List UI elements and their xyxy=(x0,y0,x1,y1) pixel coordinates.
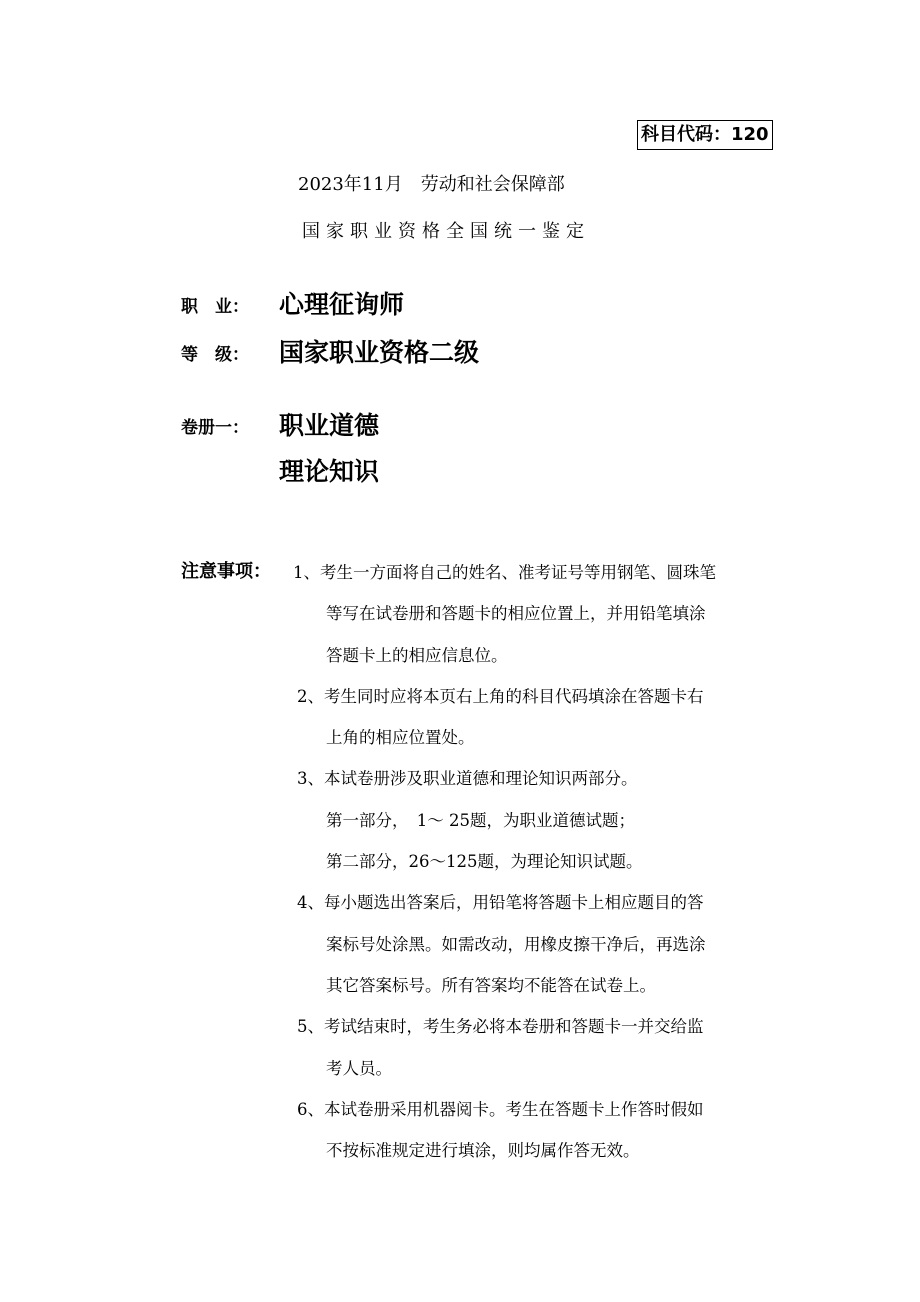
note-line: 案标号处涂黑。如需改动，用橡皮擦干净后，再选涂 xyxy=(326,934,706,954)
note-line: 不按标准规定进行填涂，则均属作答无效。 xyxy=(326,1141,640,1161)
note-item-5 xyxy=(293,1006,716,1089)
notes-label: 注意事项： xyxy=(181,561,271,582)
note-item-4 xyxy=(293,882,716,1006)
note-line: 等写在试卷册和答题卡的相应位置上，并用铅笔填涂 xyxy=(326,604,706,624)
note-item-3 xyxy=(293,758,716,882)
note-line: 4、每小题选出答案后，用铅笔将答题卡上相应题目的答 xyxy=(297,893,704,913)
note-line: 2、考生同时应将本页右上角的科目代码填涂在答题卡右 xyxy=(297,686,704,706)
note-line: 第二部分，26～125题，为理论知识试题。 xyxy=(326,852,643,872)
note-line: 1、考生一方面将自己的姓名、准考证号等用钢笔、圆珠笔 xyxy=(293,563,716,582)
note-line: 上角的相应位置处。 xyxy=(326,728,475,748)
note-line: 3、本试卷册涉及职业道德和理论知识两部分。 xyxy=(297,769,638,789)
volume-label: 卷册一： xyxy=(181,418,249,438)
volume-value-theory: 理论知识 xyxy=(279,457,380,486)
issuer-line: 2023年11月 劳动和社会保障部 xyxy=(298,174,565,195)
note-line: 第一部分， 1～ 25题，为职业道德试题； xyxy=(326,810,635,830)
occupation-value: 心理征询师 xyxy=(279,290,405,319)
note-line: 6、本试卷册采用机器阅卡。考生在答题卡上作答时假如 xyxy=(297,1099,704,1119)
note-line: 答题卡上的相应信息位。 xyxy=(326,645,508,665)
notes-list xyxy=(293,552,716,1171)
note-line: 其它答案标号。所有答案均不能答在试卷上。 xyxy=(326,975,656,995)
note-item-1 xyxy=(293,552,716,676)
note-line: 考人员。 xyxy=(326,1058,392,1078)
note-item-2 xyxy=(293,676,716,759)
occupation-label: 职 业： xyxy=(181,297,249,317)
subject-code-box: 科目代码：120 xyxy=(637,120,773,150)
volume-value-ethics: 职业道德 xyxy=(279,411,380,440)
note-line: 5、考试结束时，考生务必将本卷册和答题卡一并交给监 xyxy=(297,1017,704,1037)
note-item-6 xyxy=(293,1089,716,1172)
level-label: 等 级： xyxy=(181,345,249,365)
level-value: 国家职业资格二级 xyxy=(279,338,480,367)
exam-title: 国家职业资格全国统一鉴定 xyxy=(302,221,590,242)
